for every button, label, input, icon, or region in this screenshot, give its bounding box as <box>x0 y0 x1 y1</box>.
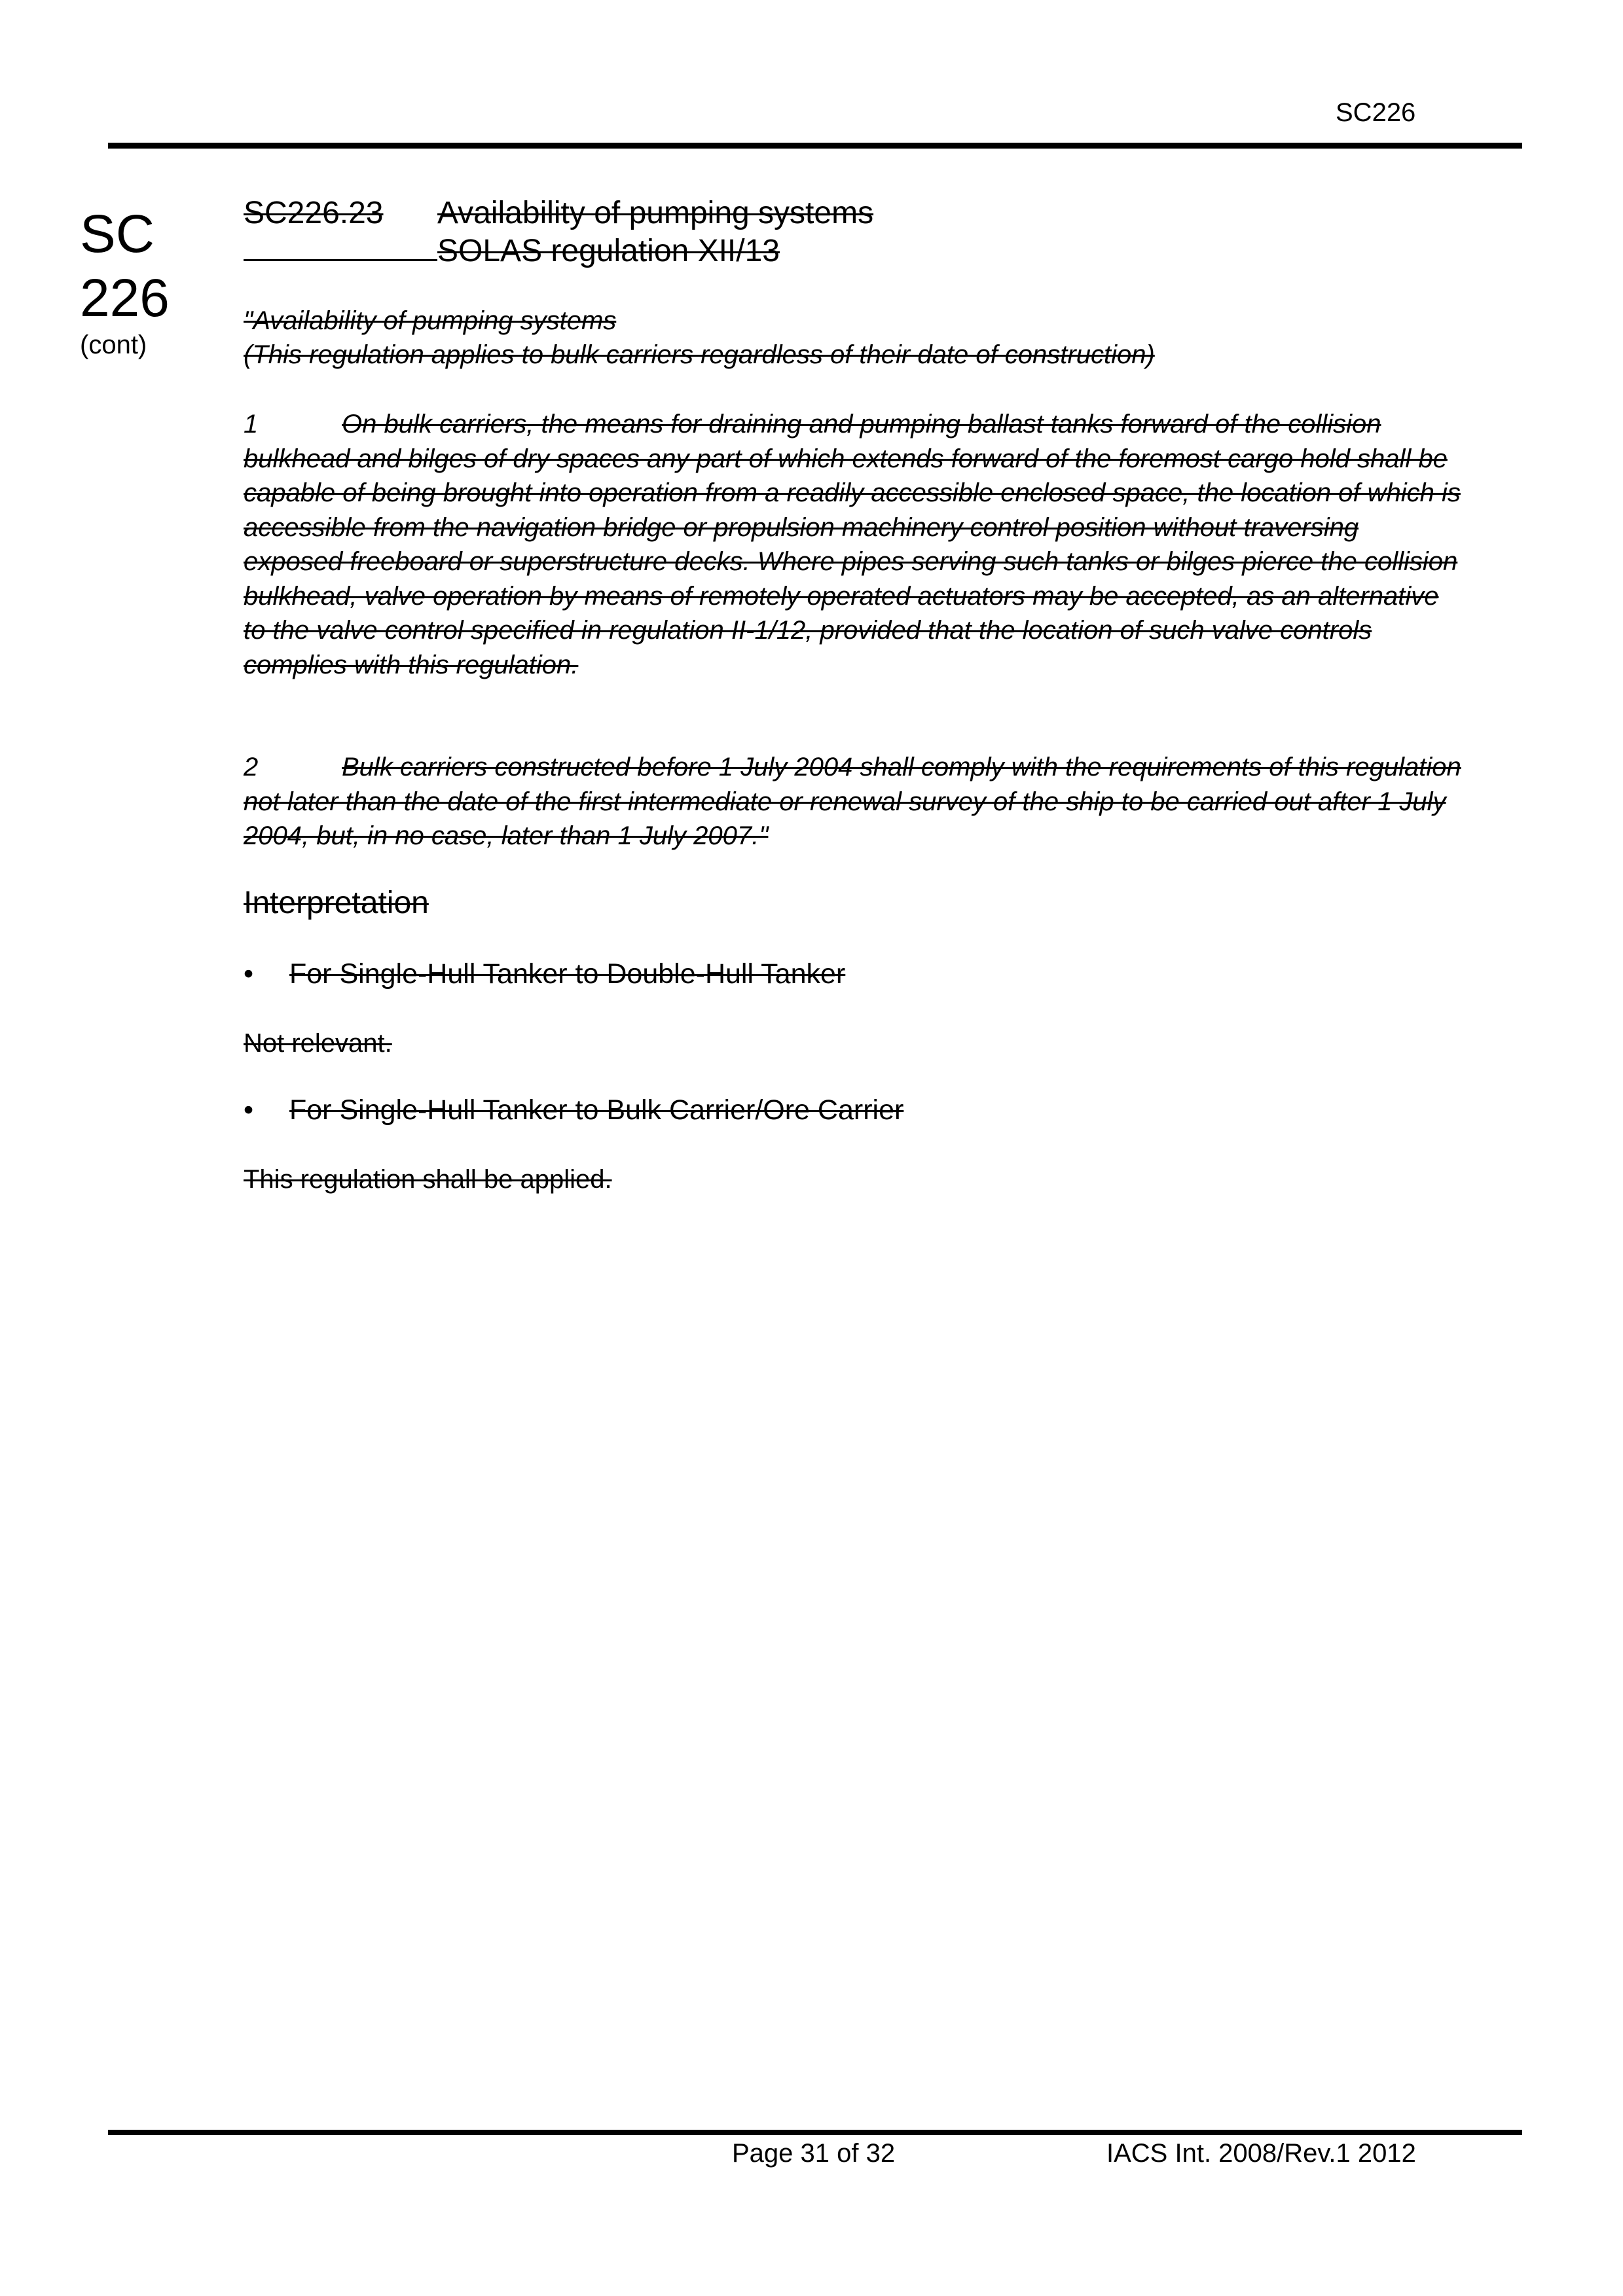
interpretation-item-1 <box>244 958 845 990</box>
footer-rule <box>108 2130 1522 2135</box>
regulation-paragraph-2 <box>244 750 1461 853</box>
section-title: Availability of pumping systems <box>437 196 874 230</box>
bullet-icon: • <box>244 958 254 990</box>
section-number: SC226.23 <box>244 196 384 230</box>
regulation-paragraph-1 <box>244 407 1461 682</box>
section-subtitle: SOLAS regulation XII/13 <box>437 234 780 268</box>
interpretation-heading: Interpretation <box>244 886 429 920</box>
header-rule <box>108 143 1522 149</box>
footer-page-number: Page 31 of 32 <box>732 2139 896 2168</box>
quote-title: "Availability of pumping systems <box>244 306 617 335</box>
paragraph-number: 2 <box>244 753 259 781</box>
quote-header <box>244 304 1468 372</box>
side-label-number: 226 <box>80 268 170 328</box>
bullet-icon: • <box>244 1094 254 1126</box>
interpretation-item-2 <box>244 1094 903 1126</box>
paragraph-text: Bulk carriers constructed before 1 July 2004 shall comply with the requirements of this regulation not later than the date of the first intermediate or renewal survey of the ship to be carried out after 1 July 2004, but, in no case, later than 1 July 2007." <box>244 753 1461 850</box>
footer-reference: IACS Int. 2008/Rev.1 2012 <box>1106 2139 1416 2168</box>
section-subtitle-strike-line <box>244 259 437 261</box>
paragraph-number: 1 <box>244 410 259 439</box>
quote-note: (This regulation applies to bulk carriers regardless of their date of construction) <box>244 340 1155 369</box>
interpretation-item-2-text: This regulation shall be applied. <box>244 1165 612 1194</box>
interpretation-item-1-text: Not relevant. <box>244 1029 392 1058</box>
side-label-sc: SC <box>80 204 155 264</box>
paragraph-text: On bulk carriers, the means for draining and pumping ballast tanks forward of the collision bulkhead and bilges of dry spaces any part of which extends forward of the foremost cargo hold shall be capable of being brought into operation from a readily accessible enclosed space, the location of which is accessible from the navigation bridge or propulsion machinery control position without traversing exposed freeboard or superstructure decks. Where pipes serving such tanks or bilges pierce the collision bulkhead, valve operation by means of remotely operated actuators may be accepted, as an alternative to the valve control specified in regulation II-1/12, provided that the location of such valve controls complies with this regulation. <box>244 410 1461 679</box>
interpretation-item-label: For Single-Hull Tanker to Bulk Carrier/Ore Carrier <box>289 1094 904 1126</box>
interpretation-item-label: For Single-Hull Tanker to Double-Hull Tanker <box>289 958 846 990</box>
header-doc-code: SC226 <box>1336 98 1416 127</box>
side-label-cont: (cont) <box>80 331 147 359</box>
